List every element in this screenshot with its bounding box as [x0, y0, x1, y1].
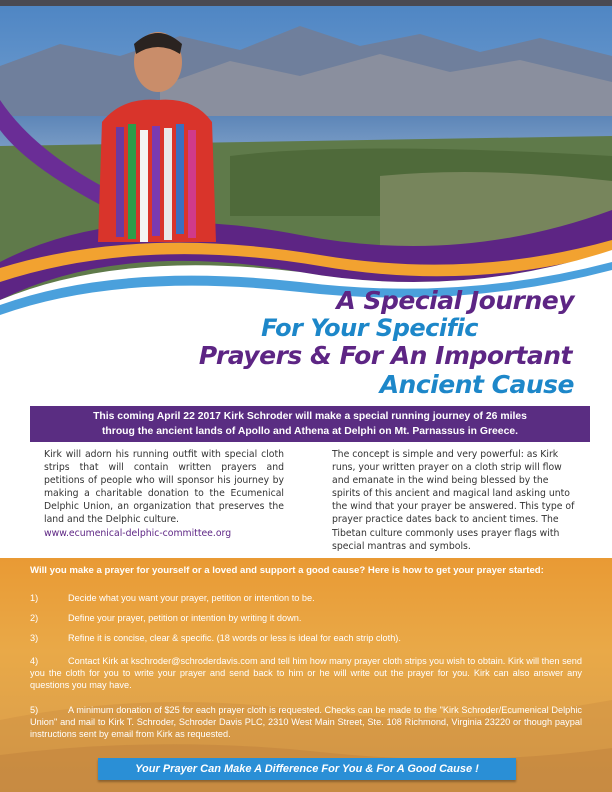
headline-line-3: Prayers & For An Important — [198, 341, 572, 370]
step-2-number: 2) — [30, 613, 39, 623]
headline-line-2: For Your Specific — [261, 314, 478, 342]
cta-banner: Your Prayer Can Make A Difference For You & For A Good Cause ! — [98, 758, 516, 780]
website-link[interactable]: www.ecumenical-delphic-committee.org — [44, 527, 232, 539]
headline-line-1: A Special Journey — [336, 286, 574, 315]
step-3-text: Refine it is concise, clear & specific. (18 words or less is ideal for each strip cloth). — [68, 633, 401, 643]
runner-photo — [82, 22, 222, 242]
announcement-banner — [30, 406, 590, 442]
banner-line-1: This coming April 22 2017 Kirk Schroder will make a special running journey of 26 miles — [93, 411, 527, 422]
right-column-text: The concept is simple and very powerful: as Kirk runs, your written prayer on a cloth strip will flow and emanate in the wind being blessed by the spirits of this ancient and magical land asking unto the wind that your prayer be answered. This type of prayer practice dates back to ancient times. The Tibetan culture commonly uses prayer flags with special mantras and symbols. — [332, 449, 575, 552]
step-1-text: Decide what you want your prayer, petition or intention to be. — [68, 593, 315, 603]
step-4-number: 4) — [30, 656, 39, 666]
left-column-text: Kirk will adorn his running outfit with special cloth strips that will contain written prayers and petitions of people who will sponsor his journey by making a charitable donation to the Ecumenical Delphic Union, an organization that preserves the land and the Delphic culture. — [44, 449, 284, 526]
banner-line-2: throug the ancient lands of Apollo and Athena at Delphi on Mt. Parnassus in Greece. — [101, 426, 519, 437]
step-4-text: Contact Kirk at kschroder@schroderdavis.com and tell him how many prayer cloth strips you wish to obtain. Kirk will then send you the cloth for you to write your prayer and send back to him or he will write out the prayer for you. Kirk can also answer any questions you may have. — [30, 656, 582, 691]
step-5-text: A minimum donation of $25 for each prayer cloth is requested. Checks can be made to the "Kirk Schroder/Ecumenical Delphic Union" and mail to Kirk T. Schroder, Schroder Davis PLC, 2310 West Main Street, Ste. 108 Richmond, Virginia 23220 or though paypal instructions sent by email from Kirk as requested. — [30, 705, 582, 740]
howto-heading: Will you make a prayer for yourself or a loved and support a good cause? Here is how to get your prayer started: — [30, 565, 544, 576]
headline-line-4: Ancient Cause — [379, 370, 574, 399]
step-2-text: Define your prayer, petition or intention by writing it down. — [68, 613, 302, 623]
headline — [0, 280, 612, 410]
step-3-number: 3) — [30, 633, 39, 643]
step-1-number: 1) — [30, 593, 39, 603]
step-5-number: 5) — [30, 705, 39, 715]
